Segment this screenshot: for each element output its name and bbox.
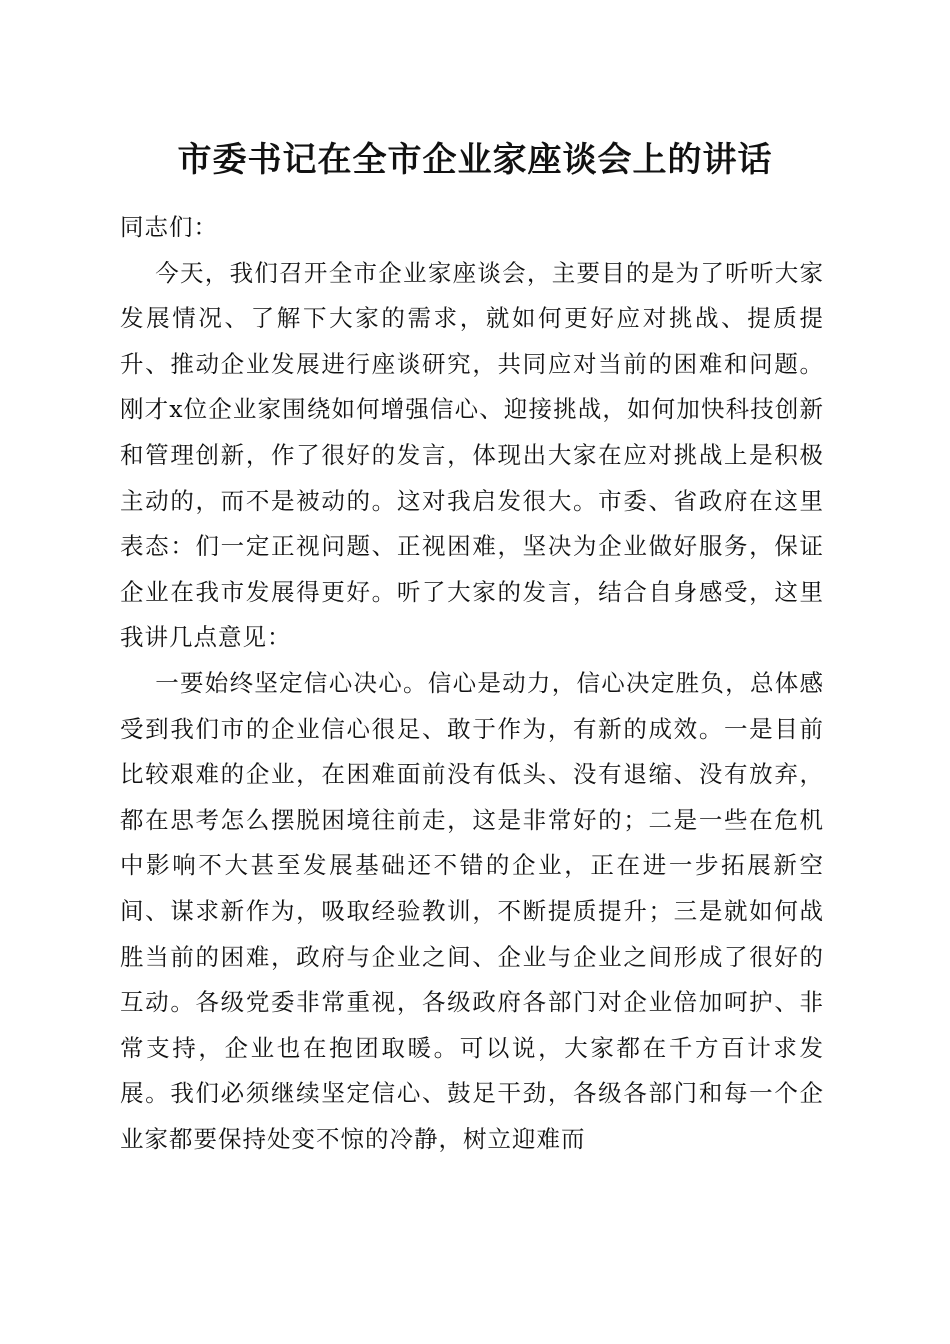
paragraph-intro: 今天，我们召开全市企业家座谈会，主要目的是为了听听大家发展情况、了解下大家的需求，就如何更好应对挑战、提质提升、推动企业发展进行座谈研究，共同应对当前的困难和问题。刚才x位企业家围绕如何增强信心、迎接挑战，如何加快科技创新和管理创新，作了很好的发言，体现出大家在应对挑战上是积极主动的，而不是被动的。这对我启发很大。市委、省政府在这里表态：们一定正视问题、正视困难，坚决为企业做好服务，保证企业在我市发展得更好。听了大家的发言，结合自身感受，这里我讲几点意见： — [120, 258, 824, 652]
document-body — [120, 205, 824, 1162]
document-title: 市委书记在全市企业家座谈会上的讲话 — [177, 140, 773, 180]
paragraph-point-one: 一要始终坚定信心决心。信心是动力，信心决定胜负，总体感受到我们市的企业信心很足、敢于作为，有新的成效。一是目前比较艰难的企业，在困难面前没有低头、没有退缩、没有放弃，都在思考怎么摆脱困境往前走，这是非常好的；二是一些在危机中影响不大甚至发展基础还不错的企业，正在进一步拓展新空间、谋求新作为，吸取经验教训，不断提质提升；三是就如何战胜当前的困难，政府与企业之间、企业与企业之间形成了很好的互动。各级党委非常重视，各级政府各部门对企业倍加呵护、非常支持，企业也在抱团取暖。可以说，大家都在千方百计求发展。我们必须继续坚定信心、鼓足干劲，各级各部门和每一个企业家都要保持处变不惊的冷静，树立迎难而 — [120, 668, 824, 1153]
salutation: 同志们： — [120, 213, 218, 241]
